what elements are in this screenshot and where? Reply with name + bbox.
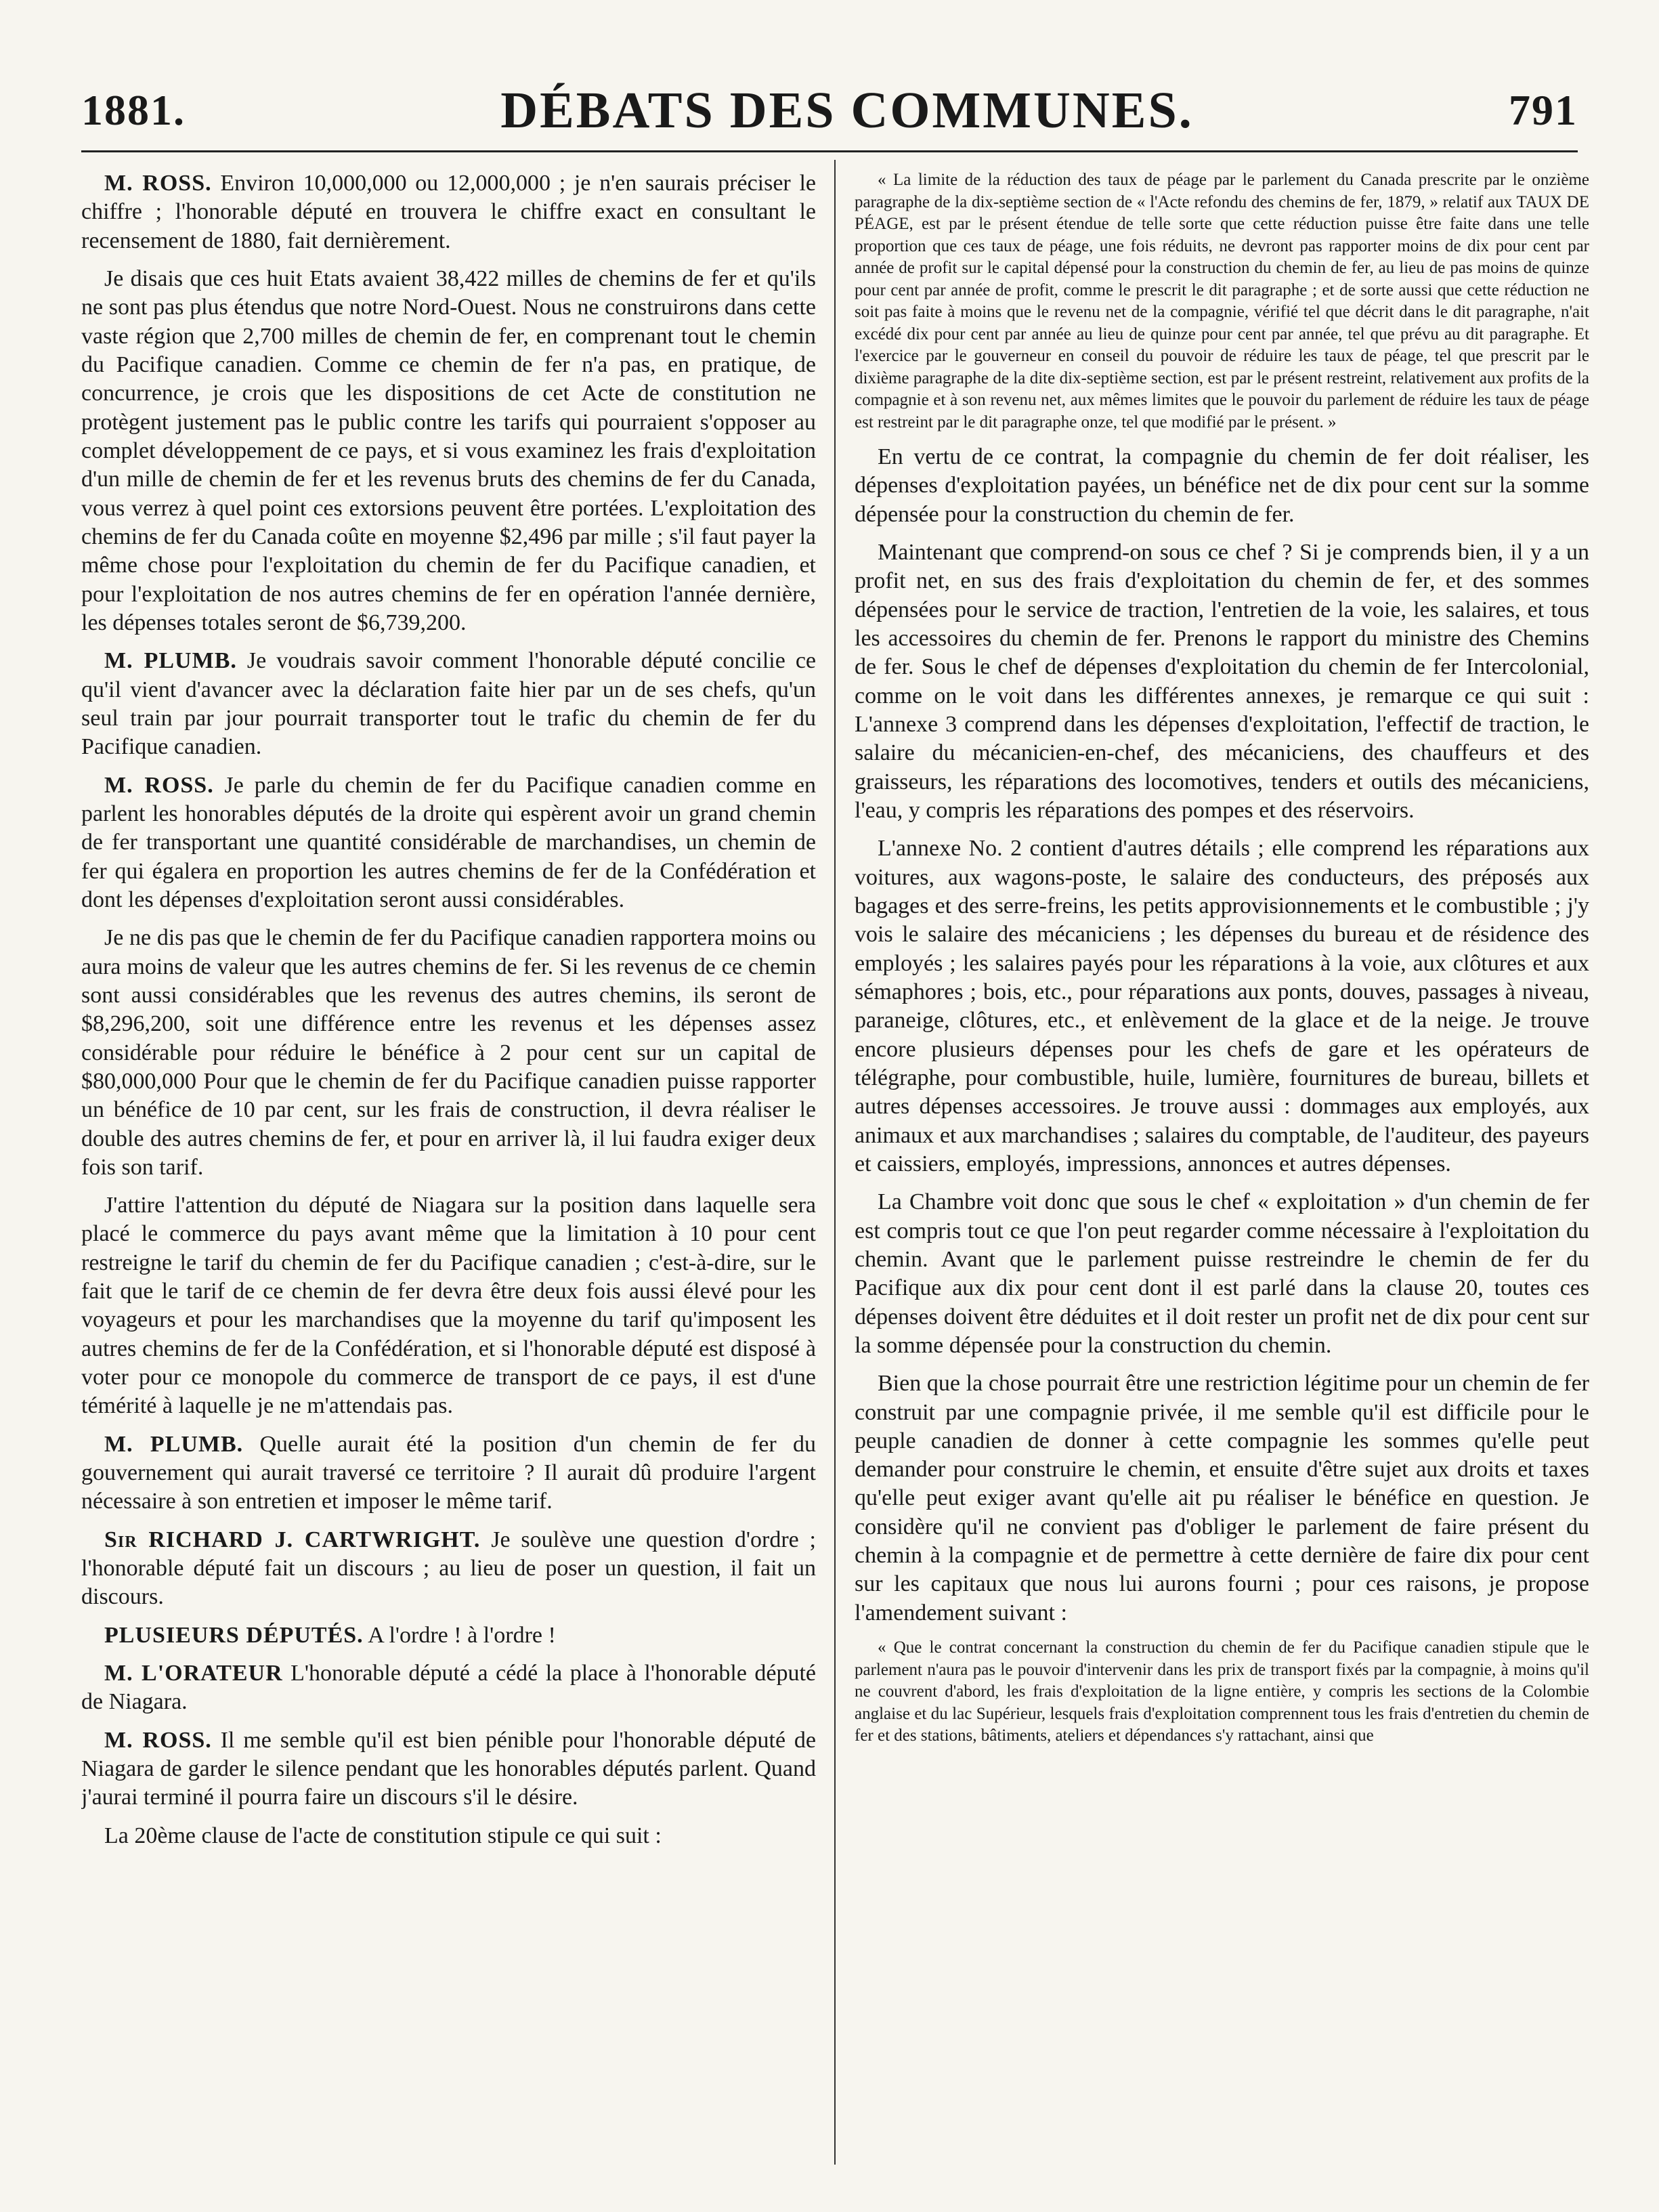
paragraph-text: L'honorable député a cédé la place à l'honorable député de Niagara. [81,1661,816,1715]
paragraph-text: A l'ordre ! à l'ordre ! [368,1622,556,1648]
speaker: M. ROSS. [104,171,212,196]
speaker: M. ROSS. [104,1727,212,1753]
paragraph [81,1659,816,1717]
header-rule [81,150,1578,152]
paragraph: En vertu de ce contrat, la compagnie du chemin de fer doit réaliser, les dépenses d'exploitation payées, un bénéfice net de dix pour cent sur la somme dépensée pour la construction du chemin de fer. [855,444,1589,527]
column-divider [834,160,836,2165]
paragraph-text: Je parle du chemin de fer du Pacifique canadien comme en parlent les honorables députés de la droite qui espèrent avoir un grand chemin de fer transportant une quantité considérable de marchandises, un chemin de fer qui égalera en proportion les autres chemins de fer de la Confédération et dont les dépenses d'exploitation seront aussi considérables. [81,772,816,912]
paragraph-text: La 20ème clause de l'acte de constitution stipule ce qui suit : [104,1823,662,1848]
header-title: DÉBATS DES COMMUNES. [500,81,1194,139]
right-column [855,169,1589,2154]
speaker: M. PLUMB. [104,648,237,674]
left-column [81,169,816,2154]
speaker: Sir RICHARD J. CARTWRIGHT. [104,1527,481,1552]
header-year: 1881. [81,86,186,134]
speaker: M. PLUMB. [104,1431,244,1457]
speaker: M. L'ORATEUR [104,1661,283,1686]
paragraph [81,771,816,915]
paragraph-text: Il me semble qu'il est bien pénible pour l'honorable député de Niagara de garder le silence pendant que les honorables députés parlent. Quand j'aurai terminé il pourra faire un discours s'il le désire. [81,1727,816,1810]
paragraph-text: Je disais que ces huit Etats avaient 38,422 milles de chemins de fer et qu'ils ne sont pas plus étendus que notre Nord-Ouest. Nous ne construirons dans cette vaste région que 2,700 milles de chemin de fer, en comprenant tout le chemin du Pacifique canadien. Comme ce chemin de fer n'a pas, en pratique, de concurrence, je crois que les dispositions de cet Acte de constitution ne protègent justement pas le public contre les tarifs qui pourraient s'opposer au complet développement de ce pays, et si vous examinez les frais d'exploitation d'un mille de chemin de fer et les revenus bruts des chemins de fer du Canada, vous verrez à quel point ces extorsions peuvent être portées. L'exploitation des chemins de fer du Canada coûte en moyenne $2,496 par mille ; s'il faut payer la même chose pour l'exploitation du chemin de fer du Pacifique canadien, et pour l'exploitation de nos autres chemins de fer en opération l'année dernière, les dépenses totales seront de $6,739,200. [81,265,816,635]
paragraph: L'annexe No. 2 contient d'autres détails ; elle comprend les réparations aux voitures, aux wagons-poste, le salaire des conducteurs, des préposés aux bagages et des serre-freins, les petits approvisionnements et le combustible ; j'y vois le salaire des mécaniciens ; les dépenses du bureau et de résidence des employés ; les salaires payés pour les réparations à la voie, aux clôtures et aux sémaphores ; bois, etc., pour réparations aux ponts, douves, passages à niveau, paraneige, clôtures, etc., et enlèvement de la glace et de la neige. Je trouve encore plusieurs dépenses pour les chefs de gare et les opérateurs de télégraphe, pour combustible, huile, lumière, fournitures de bureau, billets et autres dépenses accessoires. Je trouve aussi : dommages aux employés, aux animaux et aux marchandises ; salaires du comptable, de l'auditeur, des payeurs et caissiers, employés, impressions, annonces et autres dépenses. [855,836,1589,1176]
paragraph-text: Je ne dis pas que le chemin de fer du Pacifique canadien rapportera moins ou aura moins de valeur que les autres chemins de fer. Si les revenus de ce chemin sont aussi considérables que les revenus des autres chemins, ils seront de $8,296,200, soit une différence entre les revenus et les dépenses assez considérable pour réduire le bénéfice à 2 pour cent sur un capital de $80,000,000 Pour que le chemin de fer du Pacifique canadien puisse rapporter un bénéfice de 10 par cent, sur les frais de construction, il devra réaliser le double des autres chemins de fer, et pour en arriver là, il lui faudra exiger deux fois son tarif. [81,925,816,1180]
header-page-number: 791 [1508,86,1578,134]
paragraph [81,1526,816,1612]
paragraph-text: Environ 10,000,000 ou 12,000,000 ; je n'en saurais préciser le chiffre ; l'honorable député en trouvera le chiffre exact en consultant le recensement de 1880, fait dernièrement. [81,171,816,253]
paragraph: La Chambre voit donc que sous le chef « exploitation » d'un chemin de fer est compris tout ce que l'on peut regarder comme nécessaire à l'exploitation du chemin. Avant que le parlement puisse restreindre le chemin de fer du Pacifique aux dix pour cent dont il est parlé dans la clause 20, toutes ces dépenses doivent être déduites et il doit rester un profit net de dix pour cent sur la somme dépensée pour la construction du chemin. [855,1189,1589,1358]
paragraph [81,169,816,255]
paragraph-text: Quelle aurait été la position d'un chemin de fer du gouvernement qui aurait traversé ce territoire ? Il aurait dû produire l'argent nécessaire à son entretien et imposer le même tarif. [81,1431,816,1514]
paragraph [81,1430,816,1516]
paragraph: Bien que la chose pourrait être une restriction légitime pour un chemin de fer construit par une compagnie privée, il me semble qu'il est difficile pour le peuple canadien de donner à cette compagnie les sommes qu'elle peut demander pour construire le chemin, et ensuite d'être sujet aux droits et taxes qu'elle peut exiger avant qu'elle ait pu réaliser le bénéfice en question. Je considère qu'il ne convient pas d'obliger le parlement de faire présent du chemin à la compagnie et de permettre à cette dernière de faire dix pour cent sur les capitaux que nous lui aurons fourni ; pour ces raisons, je propose l'amendement suivant : [855,1371,1589,1625]
paragraph: Maintenant que comprend-on sous ce chef ? Si je comprends bien, il y a un profit net, en sus des frais d'exploitation du chemin de fer, et des sommes dépensées pour le service de traction, l'entretien de la voie, les salaires, et tous les accessoires du chemin de fer. Prenons le rapport du ministre des Chemins de fer. Sous le chef de dépenses d'exploitation du chemin de fer Intercolonial, comme on le voit dans les différentes annexes, je remarque ce qui suit : L'annexe 3 comprend dans les dépenses d'exploitation, l'effectif de traction, le salaire du mécanicien-en-chef, des mécaniciens, des chauffeurs et des graisseurs, les réparations des locomotives, tenders et outils des mécaniciens, l'eau, y compris les réparations des pompes et des réservoirs. [855,539,1589,823]
paragraph [81,265,816,637]
speaker: M. ROSS. [104,772,214,798]
quoted-clause: « La limite de la réduction des taux de péage par le parlement du Canada prescrite par le onzième paragraphe de la dix-septième section de « l'Acte refondu des chemins de fer, 1879, » relatif aux TAUX DE PÉAGE, est par le présent étendue de telle sorte que cette réduction puisse être faite dans une telle proportion que ces taux de péage, une fois réduits, ne devront pas rapporter moins de dix pour cent par année de profit sur le capital dépensé pour la construction du chemin de fer, au lieu de pas moins de quinze pour cent par année de profit, comme le prescrit le dit paragraphe ; et de sorte aussi que cette réduction ne soit pas faite à moins que le revenu net de la compagnie, vérifié tel que décrit dans le dit paragraphe, n'ait excédé dix pour cent par année au lieu de quinze pour cent par année, tel que prévu au dit paragraphe. Et l'exercice par le gouverneur en conseil du pouvoir de réduire les taux de péage, tel que prescrit par le dixième paragraphe de la dite dix-septième section, est par le présent restreint, relativement aux profits de la compagnie et à son revenu net, aux mêmes limites que le pouvoir du parlement de réduire les taux de péage est restreint par le dit paragraphe onze, tel que modifié par le présent. » [855,171,1589,431]
paragraph [81,1726,816,1812]
paragraph [81,1822,816,1850]
paragraph [81,924,816,1182]
paragraph-text: Je voudrais savoir comment l'honorable député concilie ce qu'il vient d'avancer avec la déclaration faite hier par un de ses chefs, qu'un seul train par jour pourrait transporter tout le trafic du chemin de fer du Pacifique canadien. [81,648,816,760]
paragraph-text: Je soulève une question d'ordre ; l'honorable député fait un discours ; au lieu de poser un question, il fait un discours. [81,1527,816,1610]
amendment-quote: « Que le contrat concernant la construction du chemin de fer du Pacifique canadien stipule que le parlement n'aura pas le pouvoir d'intervenir dans les prix de transport fixés par la compagnie, à moins qu'il ne couvrent d'abord, les frais d'exploitation de la ligne entière, y compris les sections de la Colombie anglaise et du lac Supérieur, lesquels frais d'exploitation comprennent tous les frais d'entretien du chemin de fer et des stations, bâtiments, ateliers et dépendances s'y rattachant, ainsi que [855,1638,1589,1745]
page-header [81,80,1578,141]
paragraph [81,647,816,761]
paragraph [81,1621,816,1650]
paragraph-text: J'attire l'attention du député de Niagara sur la position dans laquelle sera placé le commerce du pays avant même que la limitation à 10 pour cent restreigne le tarif du chemin de fer du Pacifique canadien ; c'est-à-dire, sur le fait que le tarif de ce chemin de fer devra être deux fois aussi élevé pour les voyageurs et pour les marchandises que la moyenne du tarif qu'imposent les autres chemins de fer de la Confédération, et si l'honorable député est disposé à voter pour ce monopole du commerce de transport de ce pays, il est d'une témérité à laquelle je ne m'attendais pas. [81,1193,816,1419]
paragraph [81,1191,816,1421]
speaker: PLUSIEURS DÉPUTÉS. [104,1622,364,1648]
